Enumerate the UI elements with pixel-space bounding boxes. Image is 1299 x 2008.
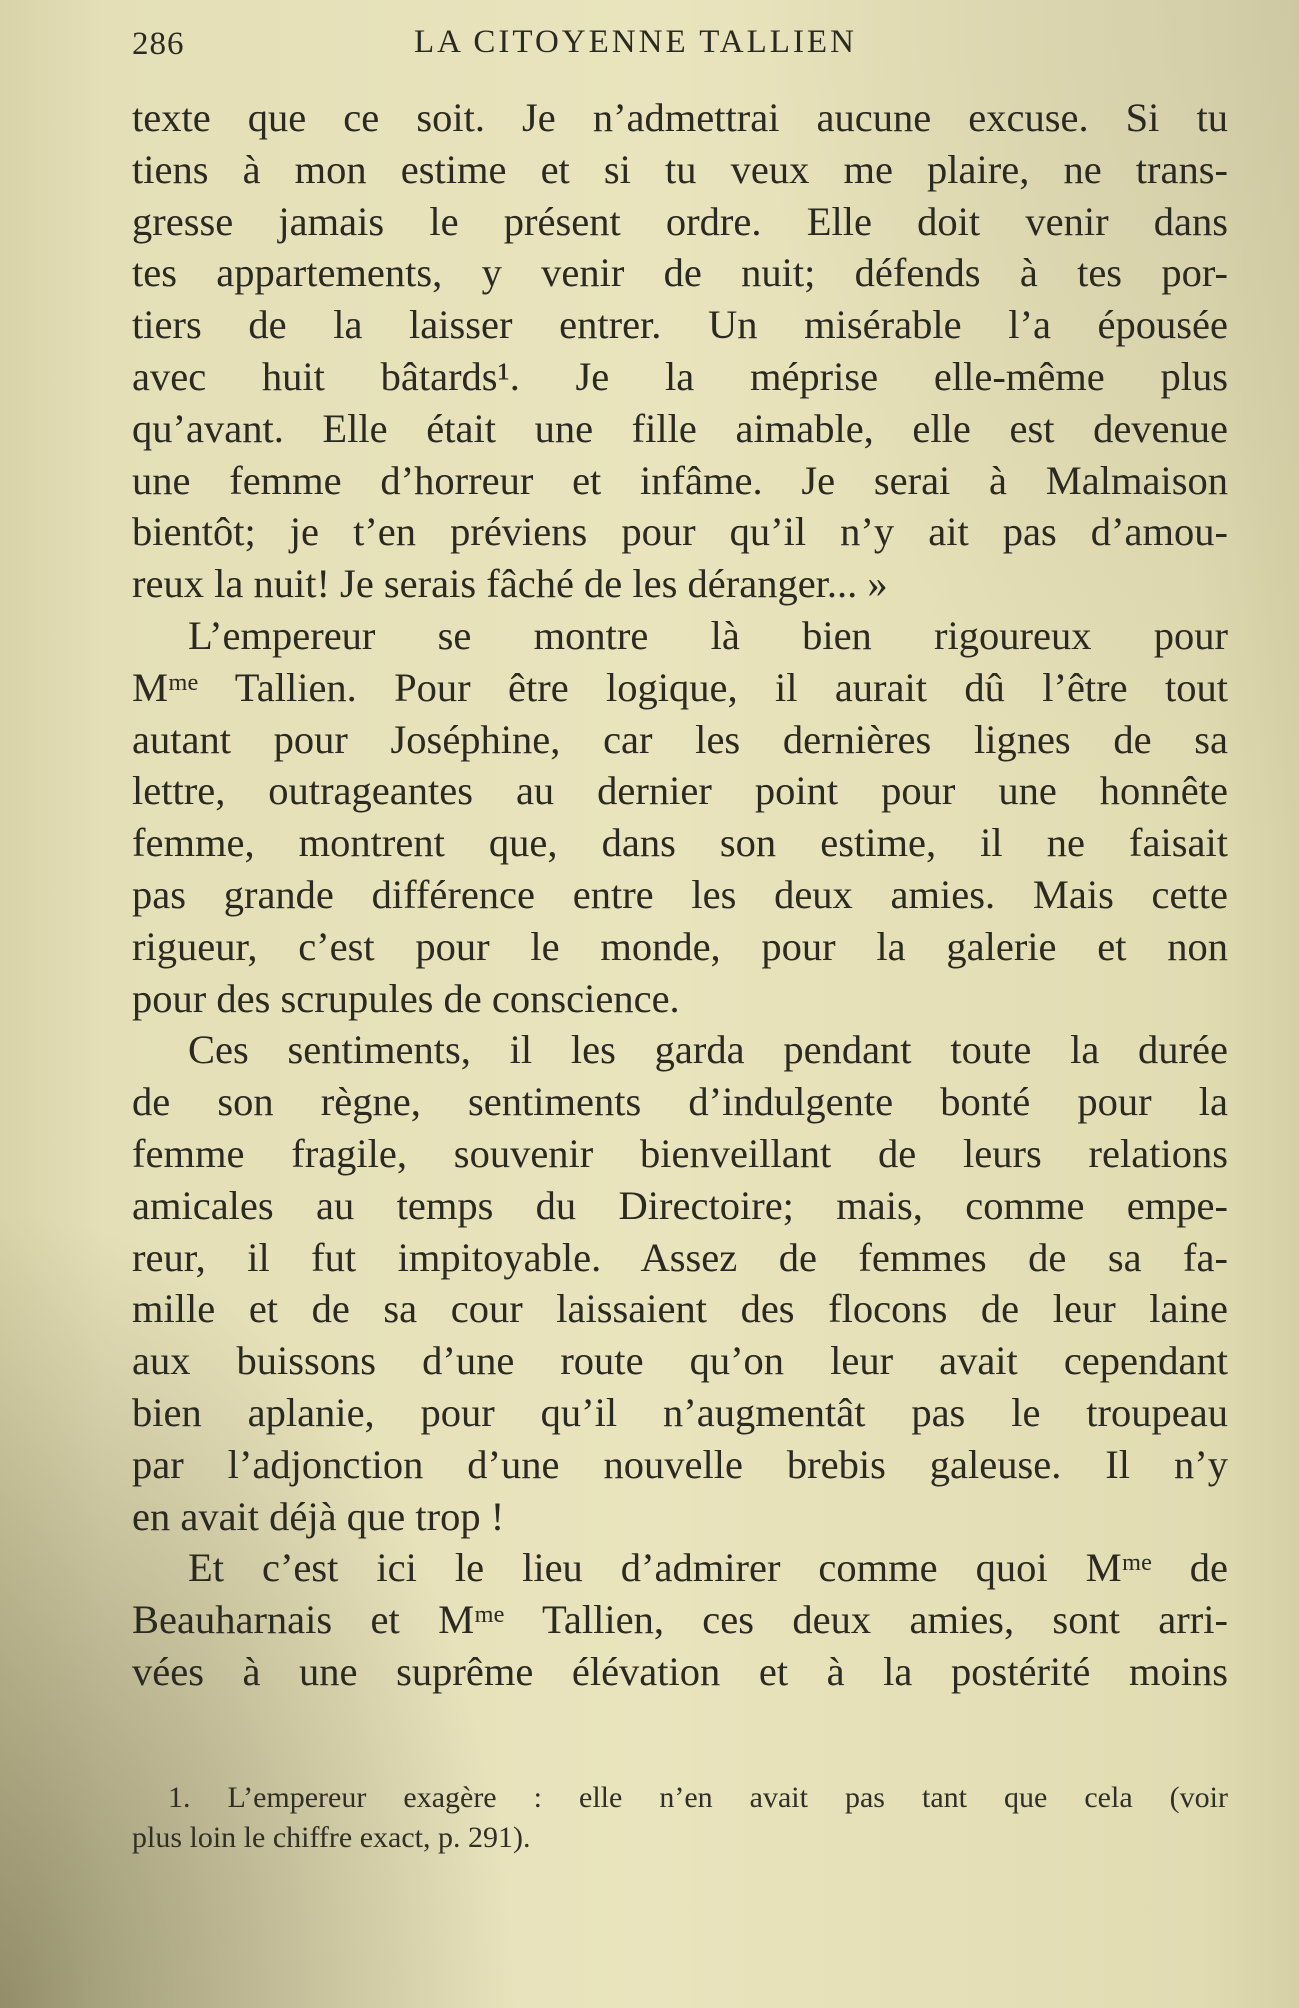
footnote-line: 1. L’empereur exagère : elle n’en avait pas tant que cela (voir bbox=[168, 1781, 1228, 1814]
text-line: texte que ce soit. Je n’admettrai aucune excuse. Si tu bbox=[132, 95, 1228, 140]
footnote-line: plus loin le chiffre exact, p. 291). bbox=[132, 1821, 531, 1854]
text-line: qu’avant. Elle était une fille aimable, elle est devenue bbox=[132, 405, 1228, 451]
text-line: lettre, outrageantes au dernier point pour une honnête bbox=[132, 768, 1228, 814]
text-line: tiens à mon estime et si tu veux me plaire, ne trans- bbox=[132, 146, 1228, 192]
page-number: 286 bbox=[132, 26, 185, 62]
page-header bbox=[132, 22, 1228, 66]
text-line: reux la nuit! Je serais fâché de les déranger... » bbox=[132, 561, 888, 607]
text-line: vées à une suprême élévation et à la postérité moins bbox=[132, 1648, 1228, 1694]
text-line: L’empereur se montre là bien rigoureux pour bbox=[188, 612, 1228, 658]
text-line: pour des scrupules de conscience. bbox=[132, 975, 680, 1021]
text-line: en avait déjà que trop ! bbox=[132, 1493, 505, 1539]
text-line: avec huit bâtards¹. Je la méprise elle-même plus bbox=[132, 353, 1228, 399]
text-line: rigueur, c’est pour le monde, pour la galerie et non bbox=[132, 923, 1228, 969]
footnote bbox=[132, 1778, 1228, 1858]
text-line: pas grande différence entre les deux amies. Mais cette bbox=[132, 871, 1228, 917]
text-line: Beauharnais et Mᵐᵉ Tallien, ces deux amies, sont arri- bbox=[132, 1597, 1228, 1643]
text-line: de son règne, sentiments d’indulgente bonté pour la bbox=[132, 1079, 1228, 1125]
text-line: bientôt; je t’en préviens pour qu’il n’y ait pas d’amou- bbox=[132, 509, 1228, 555]
text-line: femme fragile, souvenir bienveillant de leurs relations bbox=[132, 1130, 1228, 1176]
text-line: aux buissons d’une route qu’on leur avait cependant bbox=[132, 1338, 1228, 1384]
text-line: Mᵐᵉ Tallien. Pour être logique, il aurait dû l’être tout bbox=[132, 664, 1228, 710]
text-line: gresse jamais le présent ordre. Elle doit venir dans bbox=[132, 198, 1228, 244]
text-line: reur, il fut impitoyable. Assez de femmes de sa fa- bbox=[132, 1234, 1228, 1280]
text-line: mille et de sa cour laissaient des flocons de leur laine bbox=[132, 1286, 1228, 1332]
text-line: tes appartements, y venir de nuit; défends à tes por- bbox=[132, 250, 1228, 296]
body-text bbox=[132, 92, 1228, 1698]
text-line: tiers de la laisser entrer. Un misérable l’a épousée bbox=[132, 302, 1228, 348]
text-line: une femme d’horreur et infâme. Je serai à Malmaison bbox=[132, 457, 1228, 503]
text-line: amicales au temps du Directoire; mais, comme empe- bbox=[132, 1182, 1228, 1228]
running-title: LA CITOYENNE TALLIEN bbox=[414, 24, 857, 60]
text-line: bien aplanie, pour qu’il n’augmentât pas le troupeau bbox=[132, 1389, 1228, 1435]
text-line: autant pour Joséphine, car les dernières lignes de sa bbox=[132, 716, 1228, 762]
text-line: Et c’est ici le lieu d’admirer comme quoi Mᵐᵉ de bbox=[188, 1545, 1228, 1591]
text-line: Ces sentiments, il les garda pendant toute la durée bbox=[188, 1027, 1228, 1073]
text-line: femme, montrent que, dans son estime, il ne faisait bbox=[132, 820, 1228, 866]
text-line: par l’adjonction d’une nouvelle brebis galeuse. Il n’y bbox=[132, 1441, 1228, 1487]
